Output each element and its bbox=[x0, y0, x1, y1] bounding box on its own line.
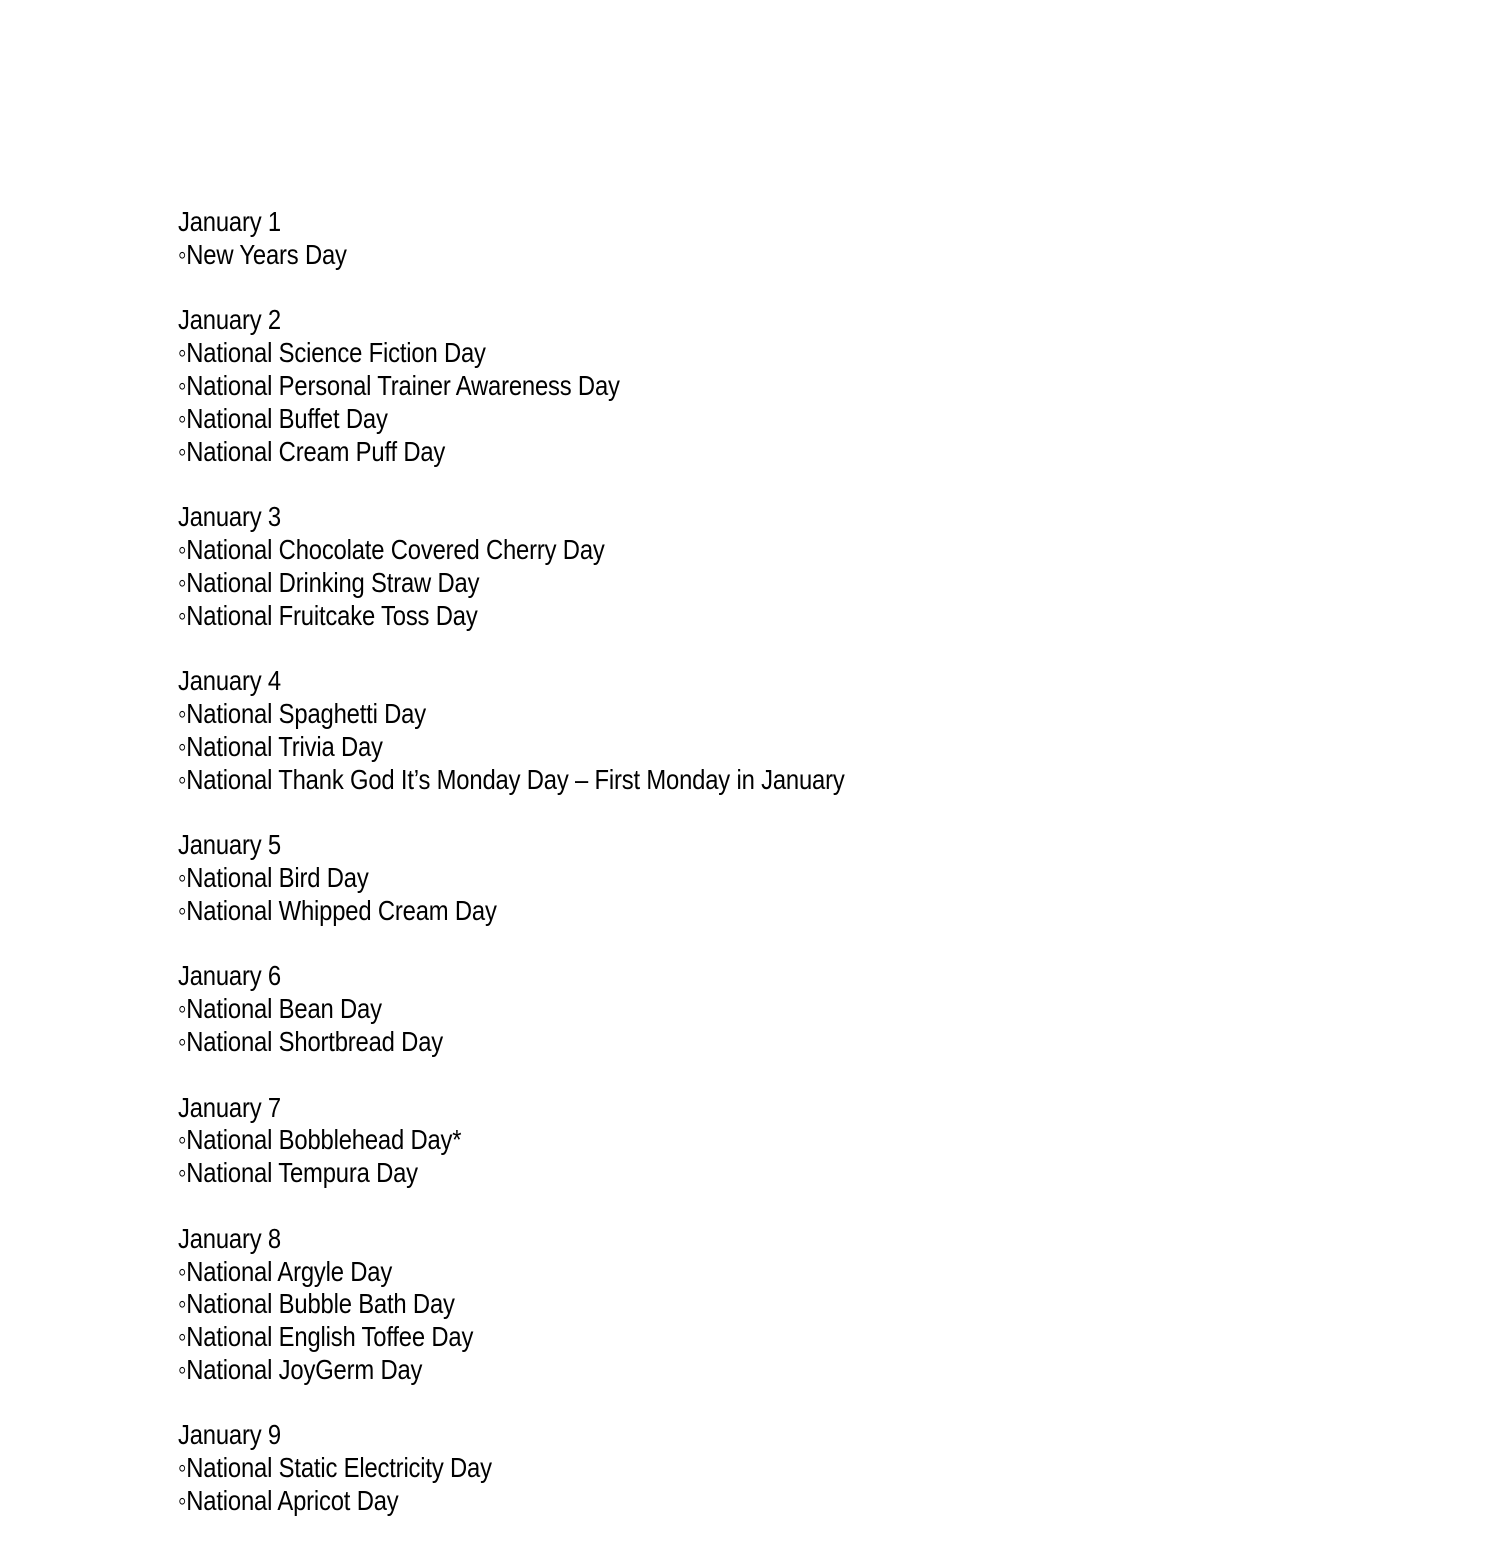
text-column bbox=[178, 206, 845, 1518]
holiday-label: National Bean Day bbox=[186, 993, 382, 1025]
bullet-icon: ◦ bbox=[178, 238, 187, 270]
holiday-label: National Thank God It’s Monday Day – First Monday in January bbox=[186, 763, 845, 795]
holiday-label: National Trivia Day bbox=[186, 730, 383, 762]
day-header: January 6 bbox=[178, 960, 281, 992]
section-items bbox=[178, 993, 845, 1059]
holiday-item bbox=[178, 337, 845, 370]
section-items bbox=[178, 534, 845, 632]
holiday-label: National Bubble Bath Day bbox=[186, 1288, 455, 1320]
day-header: January 4 bbox=[178, 665, 281, 697]
holiday-item bbox=[178, 764, 845, 797]
day-header: January 1 bbox=[178, 206, 281, 237]
bullet-icon: ◦ bbox=[178, 730, 187, 762]
holiday-label: National Shortbread Day bbox=[186, 1025, 444, 1057]
day-header: January 5 bbox=[178, 829, 281, 861]
holiday-label: National Fruitcake Toss Day bbox=[186, 599, 478, 631]
section-items bbox=[178, 1124, 845, 1190]
bullet-icon: ◦ bbox=[178, 369, 187, 401]
day-header: January 8 bbox=[178, 1222, 281, 1254]
holiday-label: National Apricot Day bbox=[186, 1485, 399, 1517]
holiday-item bbox=[178, 1485, 845, 1518]
holiday-item bbox=[178, 1452, 845, 1485]
bullet-icon: ◦ bbox=[178, 1157, 187, 1189]
day-section bbox=[178, 1223, 845, 1387]
day-section bbox=[178, 501, 845, 632]
section-items bbox=[178, 239, 845, 272]
section-items bbox=[178, 1452, 845, 1518]
section-items bbox=[178, 337, 845, 468]
bullet-icon: ◦ bbox=[178, 533, 187, 565]
holiday-item bbox=[178, 1288, 845, 1321]
holiday-label: National Tempura Day bbox=[186, 1157, 418, 1189]
holiday-item bbox=[178, 1157, 845, 1190]
holiday-item bbox=[178, 1256, 845, 1289]
bullet-icon: ◦ bbox=[178, 861, 187, 893]
holiday-item bbox=[178, 993, 845, 1026]
holiday-label: National Personal Trainer Awareness Day bbox=[186, 369, 620, 401]
day-section bbox=[178, 1092, 845, 1190]
bullet-icon: ◦ bbox=[178, 1124, 187, 1156]
holiday-item bbox=[178, 239, 845, 272]
bullet-icon: ◦ bbox=[178, 337, 187, 369]
holiday-item bbox=[178, 862, 845, 895]
bullet-icon: ◦ bbox=[178, 599, 187, 631]
bullet-icon: ◦ bbox=[178, 1452, 187, 1484]
holiday-label: National Bird Day bbox=[186, 861, 369, 893]
day-section bbox=[178, 960, 845, 1058]
bullet-icon: ◦ bbox=[178, 763, 187, 795]
holiday-label: National Science Fiction Day bbox=[186, 337, 486, 369]
bullet-icon: ◦ bbox=[178, 1485, 187, 1517]
bullet-icon: ◦ bbox=[178, 993, 187, 1025]
holiday-item bbox=[178, 1124, 845, 1157]
bullet-icon: ◦ bbox=[178, 894, 187, 926]
holiday-label: New Years Day bbox=[186, 238, 347, 270]
day-section bbox=[178, 1419, 845, 1517]
bullet-icon: ◦ bbox=[178, 402, 187, 434]
day-section bbox=[178, 206, 845, 272]
day-header: January 2 bbox=[178, 304, 281, 336]
holiday-label: National Cream Puff Day bbox=[186, 435, 446, 467]
holiday-label: National JoyGerm Day bbox=[186, 1353, 423, 1385]
holiday-item bbox=[178, 600, 845, 633]
day-section bbox=[178, 665, 845, 796]
bullet-icon: ◦ bbox=[178, 1255, 187, 1287]
bullet-icon: ◦ bbox=[178, 1288, 187, 1320]
holiday-item bbox=[178, 567, 845, 600]
bullet-icon: ◦ bbox=[178, 1321, 187, 1353]
holiday-item bbox=[178, 698, 845, 731]
holiday-label: National Buffet Day bbox=[186, 402, 388, 434]
holiday-label: National Chocolate Covered Cherry Day bbox=[186, 533, 605, 565]
holiday-label: National Drinking Straw Day bbox=[186, 566, 480, 598]
day-header: January 3 bbox=[178, 501, 281, 533]
holiday-item bbox=[178, 436, 845, 469]
day-header: January 9 bbox=[178, 1419, 281, 1451]
holiday-item bbox=[178, 534, 845, 567]
holiday-item bbox=[178, 1321, 845, 1354]
day-section bbox=[178, 304, 845, 468]
section-items bbox=[178, 862, 845, 928]
day-header: January 7 bbox=[178, 1091, 281, 1123]
holiday-label: National Static Electricity Day bbox=[186, 1452, 492, 1484]
holiday-item bbox=[178, 895, 845, 928]
document-body bbox=[178, 206, 962, 1551]
section-items bbox=[178, 1256, 845, 1387]
bullet-icon: ◦ bbox=[178, 566, 187, 598]
bullet-icon: ◦ bbox=[178, 697, 187, 729]
bullet-icon: ◦ bbox=[178, 1353, 187, 1385]
holiday-label: National English Toffee Day bbox=[186, 1321, 474, 1353]
holiday-item bbox=[178, 403, 845, 436]
holiday-label: National Argyle Day bbox=[186, 1255, 393, 1287]
holiday-item bbox=[178, 1026, 845, 1059]
holiday-label: National Bobblehead Day* bbox=[186, 1124, 462, 1156]
holiday-item bbox=[178, 370, 845, 403]
section-items bbox=[178, 698, 845, 796]
holiday-item bbox=[178, 731, 845, 764]
holiday-item bbox=[178, 1354, 845, 1387]
day-section bbox=[178, 829, 845, 927]
holiday-label: National Spaghetti Day bbox=[186, 697, 426, 729]
holiday-label: National Whipped Cream Day bbox=[186, 894, 497, 926]
bullet-icon: ◦ bbox=[178, 435, 187, 467]
bullet-icon: ◦ bbox=[178, 1025, 187, 1057]
